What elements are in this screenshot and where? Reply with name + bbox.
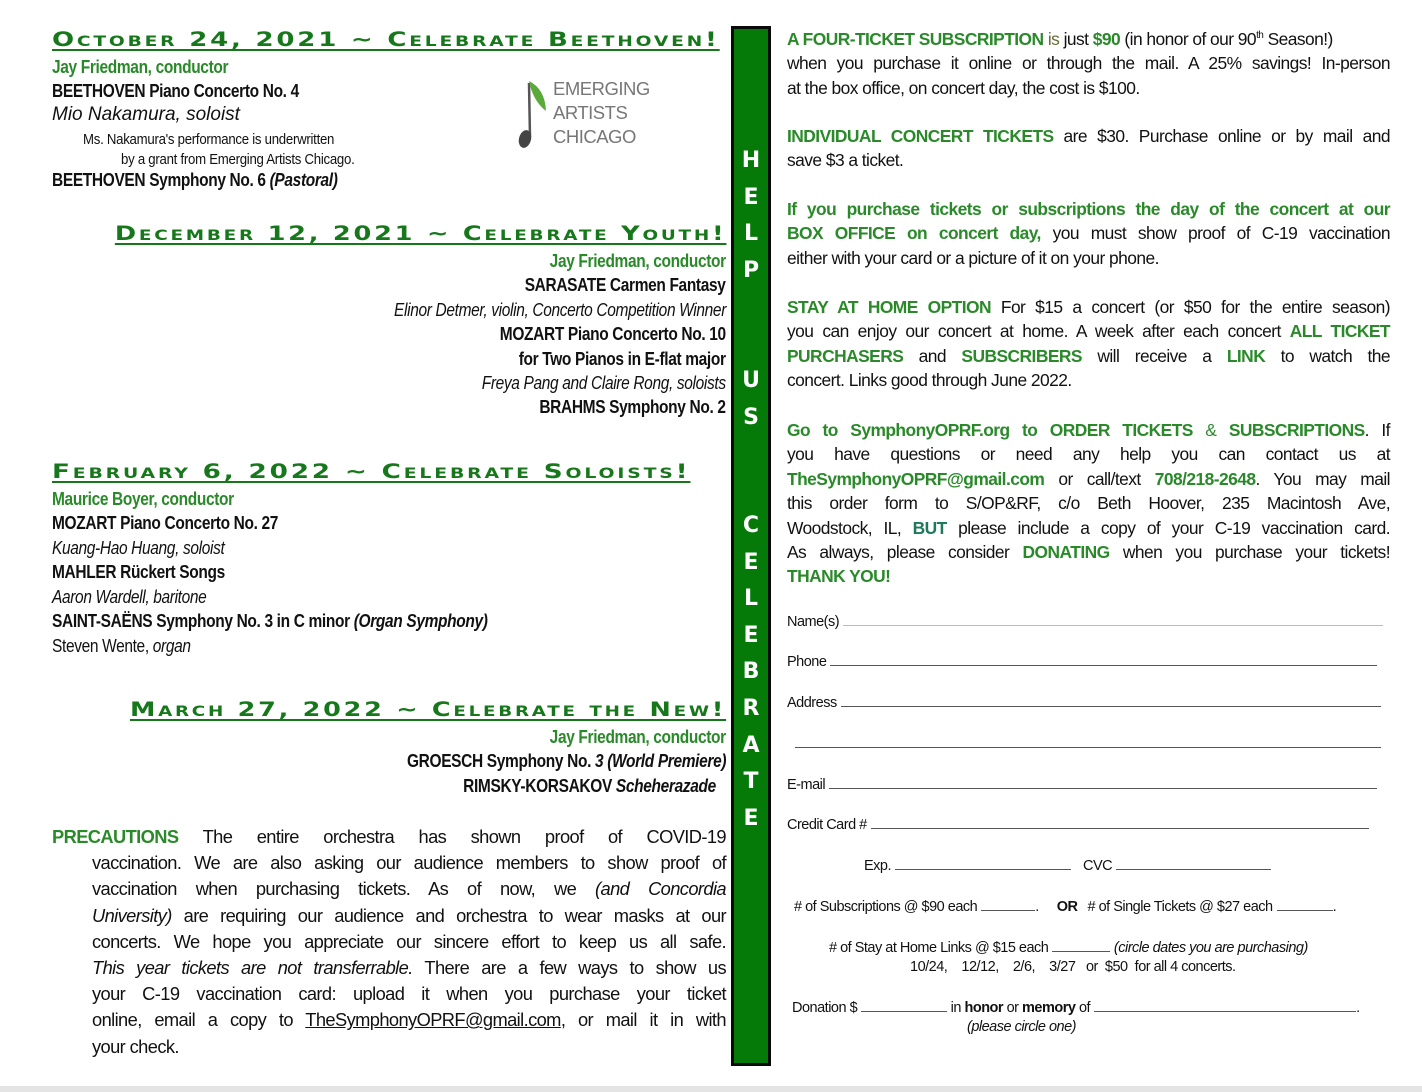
credit-card-field[interactable] <box>787 816 1369 833</box>
work-title: Symphony No. 6 <box>145 170 270 190</box>
text: online, email a copy to <box>92 1009 306 1031</box>
soloist: Freya Pang and Claire Rong, soloists <box>481 373 726 393</box>
stay-home-row <box>829 939 1308 956</box>
band-letter: A <box>742 732 760 758</box>
text: . You may mail <box>1255 468 1390 489</box>
text: (in honor of our 90 <box>1120 29 1257 49</box>
soloist: Mio Nakamura, soloist <box>52 104 240 125</box>
band-letter: U <box>742 368 760 393</box>
program-piece <box>52 610 488 632</box>
subscription-price: $90 <box>1092 29 1121 49</box>
text: please include a copy of your C-19 vaccination card. <box>946 517 1390 538</box>
program-piece <box>52 561 225 583</box>
individual-tickets-info <box>787 124 1390 173</box>
field-label: Phone <box>787 654 827 670</box>
info-line: save $3 a ticket. <box>787 150 904 171</box>
highlight: PURCHASERS <box>787 345 904 366</box>
order-info <box>787 418 1390 589</box>
order-link-text[interactable]: SUBSCRIPTIONS <box>1228 420 1365 440</box>
work-title: Scheherazade <box>616 776 716 796</box>
work-title: Carmen Fantasy <box>606 275 726 295</box>
info-line <box>787 27 1390 51</box>
program-piece <box>52 512 278 534</box>
field-label: Name(s) <box>787 614 840 630</box>
conductor: Jay Friedman, conductor <box>52 57 229 77</box>
info-line <box>787 418 1390 442</box>
box-office-label: BOX OFFICE on concert day, <box>787 223 1041 244</box>
text: to watch the <box>1265 345 1390 366</box>
precautions-label: PRECAUTIONS <box>52 826 179 847</box>
highlight: DONATING <box>1022 541 1110 562</box>
info-line: you have questions or need any help you can contact us at <box>787 444 1390 465</box>
exp-input-line[interactable] <box>895 857 1071 870</box>
phone-field[interactable] <box>787 653 1377 670</box>
superscript: th <box>1256 30 1264 42</box>
or-label: OR <box>1056 899 1078 915</box>
text: (and Concordia <box>595 878 726 900</box>
performer <box>52 635 191 657</box>
band-letter: E <box>743 184 759 210</box>
work-title: Symphony No. <box>482 751 595 771</box>
text: when you purchase your tickets! <box>1109 541 1390 562</box>
info-line: concert. Links good through June 2022. <box>787 370 1072 391</box>
composer: BEETHOVEN <box>52 170 146 190</box>
concert-dates: 10/24, 12/12, 2/6, 3/27 or $50 for all 4 concerts. <box>910 959 1236 975</box>
info-line: when you purchase it online or through the mail. A 25% savings! In-person <box>787 53 1390 74</box>
order-link-text[interactable]: Go to SymphonyOPRF.org to ORDER TICKETS <box>787 420 1193 440</box>
ticket-quantity-row: # of Subscriptions @ $90 each . OR # of Single Tickets @ $27 each . <box>794 899 1337 915</box>
band-letter: E <box>743 805 759 831</box>
text: vaccination when purchasing tickets. As of now, we <box>92 878 577 900</box>
field-label: CVC <box>1083 858 1113 874</box>
info-line <box>787 467 1390 491</box>
text: Woodstock, IL, <box>787 517 913 538</box>
text: will receive a <box>1081 345 1227 366</box>
band-letter: P <box>742 257 760 283</box>
subscription-label: A FOUR-TICKET SUBSCRIPTION <box>787 29 1044 49</box>
underwriting-note: Ms. Nakamura's performance is underwritten <box>83 131 335 148</box>
composer: SAINT-SAËNS <box>52 611 153 631</box>
info-line: either with your card or a picture of it on your phone. <box>787 247 1159 268</box>
text: just <box>1059 29 1093 49</box>
precautions-line <box>92 955 726 981</box>
precautions-line <box>52 824 726 850</box>
band-letter: C <box>742 513 760 538</box>
field-label: Exp. <box>864 858 892 874</box>
conductor: Maurice Boyer, conductor <box>52 489 234 509</box>
address-line-2-field[interactable] <box>795 735 1381 752</box>
text: The entire orchestra has shown proof of COVID-19 <box>178 826 726 847</box>
info-line <box>787 540 1390 564</box>
donation-honoree-line[interactable] <box>1094 999 1356 1012</box>
info-line <box>787 221 1390 245</box>
text: University) <box>92 904 172 926</box>
text: are $30. Purchase online or by mail and <box>1053 126 1390 146</box>
work-title: for Two Pianos in E-flat major <box>519 349 726 369</box>
info-line <box>787 124 1390 148</box>
soloist: Kuang-Hao Huang, soloist <box>52 538 225 558</box>
composer: MAHLER <box>52 562 117 582</box>
subscription-info <box>787 27 1390 100</box>
work-title: Symphony No. 3 in C minor <box>152 611 354 631</box>
subscriptions-qty-line[interactable] <box>981 898 1035 911</box>
program-piece <box>525 274 726 296</box>
precautions-line: vaccination. We are also asking our audience members to show proof of <box>92 852 726 874</box>
composer: BEETHOVEN <box>52 81 146 101</box>
page-edge <box>0 1086 1422 1092</box>
logo-line: CHICAGO <box>553 126 636 147</box>
text: you can enjoy our concert at home. A week after each concert <box>787 321 1290 342</box>
composer: SARASATE <box>525 275 607 295</box>
band-letter: L <box>743 221 759 247</box>
info-line <box>787 516 1390 540</box>
highlight: SUBSCRIBERS <box>961 345 1082 366</box>
text: you must show proof of C-19 vaccination <box>1040 223 1390 244</box>
underwriting-note: by a grant from Emerging Artists Chicago. <box>121 151 355 168</box>
memory-option[interactable]: memory <box>1022 1000 1076 1016</box>
text: For $15 a concert (or $50 for the entire season) <box>991 297 1390 317</box>
precautions-line <box>92 903 726 929</box>
work-title: Symphony No. 2 <box>605 397 726 417</box>
field-label: Address <box>787 695 837 711</box>
text: or call/text <box>1044 468 1155 489</box>
work-title: Piano Concerto No. 10 <box>564 324 726 344</box>
text: are requiring our audience and orchestra to wear masks at our <box>171 904 726 926</box>
stay-home-label: STAY AT HOME OPTION <box>787 297 992 317</box>
composer: MOZART <box>52 513 117 533</box>
conductor: Jay Friedman, conductor <box>549 251 726 271</box>
music-note-leaf-icon <box>515 75 551 155</box>
text: As always, please consider <box>787 541 1023 562</box>
names-input-line[interactable] <box>843 613 1383 626</box>
concert-heading-dec-12: December 12, 2021 ~ Celebrate Youth! <box>114 222 726 245</box>
precautions-line: your C-19 vaccination card: upload it when you purchase your ticket <box>92 983 726 1005</box>
band-letter: L <box>743 586 759 612</box>
text: There are a few ways to show us <box>412 956 726 978</box>
band-letter: E <box>743 549 759 575</box>
field-label: # of Subscriptions @ $90 each <box>794 899 978 915</box>
stay-home-qty-line[interactable] <box>1052 939 1110 952</box>
text: Season!) <box>1263 29 1333 49</box>
donation-row: Donation $ in honor or memory of . <box>792 1000 1360 1016</box>
field-label: Donation $ <box>792 1000 858 1016</box>
address-input-line[interactable] <box>841 694 1381 707</box>
text: , or mail it in with <box>560 1009 726 1031</box>
emerging-artists-chicago-logo <box>515 75 650 155</box>
precautions-section <box>52 824 726 1060</box>
credit-card-input-line[interactable] <box>871 816 1369 829</box>
phone-input-line[interactable] <box>830 653 1377 666</box>
help-us-celebrate-band <box>731 26 771 1066</box>
email-link[interactable]: TheSymphonyOPRF@gmail.com <box>787 468 1045 489</box>
phone-number[interactable]: 708/218-2648 <box>1154 468 1256 489</box>
info-line <box>787 319 1390 343</box>
highlight: ALL TICKET <box>1289 321 1390 342</box>
program-piece <box>407 750 726 772</box>
text: or <box>1003 1000 1023 1016</box>
band-letter: S <box>743 404 759 430</box>
info-line: this order form to S/OP&RF, c/o Beth Hoover, 235 Macintosh Ave, <box>787 493 1390 514</box>
names-field[interactable] <box>787 613 1383 630</box>
logo-text <box>553 77 650 149</box>
program-piece <box>52 80 299 102</box>
soloist: Elinor Detmer, violin, Concerto Competition Winner <box>394 300 726 320</box>
info-line <box>787 295 1390 319</box>
box-office-info <box>787 197 1390 270</box>
email-field[interactable] <box>787 776 1377 793</box>
text: is <box>1043 29 1060 49</box>
info-line: at the box office, on concert day, the cost is $100. <box>787 77 1140 98</box>
work-subtitle: (Organ Symphony) <box>353 611 488 631</box>
work-subtitle: (Pastoral) <box>269 170 338 190</box>
logo-line: EMERGING <box>553 78 650 99</box>
note: (circle dates you are purchasing) <box>1113 940 1308 956</box>
text: of <box>1075 1000 1091 1016</box>
band-letter: E <box>743 622 759 648</box>
composer: RIMSKY-KORSAKOV <box>463 776 617 796</box>
work-title: Rückert Songs <box>116 562 225 582</box>
text: & <box>1192 420 1229 440</box>
single-tickets-qty-line[interactable] <box>1277 898 1333 911</box>
individual-label: INDIVIDUAL CONCERT TICKETS <box>787 126 1054 146</box>
program-piece <box>52 169 338 191</box>
band-letter: B <box>742 659 760 685</box>
precautions-line <box>92 1007 726 1033</box>
program-piece <box>540 396 726 418</box>
email-input-line[interactable] <box>829 776 1377 789</box>
precautions-line <box>92 876 726 902</box>
band-letter: T <box>743 769 759 795</box>
info-line: If you purchase tickets or subscriptions the day of the concert at our <box>787 199 1390 219</box>
text: This year tickets are not transferrable. <box>92 956 413 978</box>
concert-heading-mar-27: March 27, 2022 ~ Celebrate the New! <box>129 698 726 721</box>
program-piece <box>500 323 726 345</box>
field-label: # of Single Tickets @ $27 each <box>1087 899 1273 915</box>
instrument: organ <box>152 636 191 656</box>
address-field[interactable] <box>787 694 1381 711</box>
composer: GROESCH <box>406 751 483 771</box>
field-label: Credit Card # <box>787 817 867 833</box>
highlight: LINK <box>1226 345 1266 366</box>
field-label: E-mail <box>787 777 826 793</box>
conductor: Jay Friedman, conductor <box>549 727 726 747</box>
donation-amount-line[interactable] <box>861 999 947 1012</box>
performer-name: Steven Wente, <box>52 636 153 656</box>
address-input-line-2[interactable] <box>795 735 1381 748</box>
work-title: Piano Concerto No. 4 <box>145 81 299 101</box>
precautions-line: concerts. We hope you appreciate our sincere effort to keep us all safe. <box>92 930 726 952</box>
composer: MOZART <box>499 324 565 344</box>
text: in <box>947 1000 965 1016</box>
soloist: Aaron Wardell, baritone <box>52 587 207 607</box>
composer: BRAHMS <box>539 397 606 417</box>
highlight: BUT <box>912 517 947 538</box>
program-piece <box>463 775 716 797</box>
exp-cvc-row <box>864 857 1271 874</box>
text: and <box>903 345 962 366</box>
work-title: Piano Concerto No. 27 <box>116 513 279 533</box>
email-link[interactable]: TheSymphonyOPRF@gmail.com <box>305 1009 561 1031</box>
field-label: # of Stay at Home Links @ $15 each <box>829 940 1049 956</box>
info-line <box>787 344 1390 368</box>
logo-line: ARTISTS <box>553 102 628 123</box>
honor-option[interactable]: honor <box>964 1000 1004 1016</box>
circle-note: (please circle one) <box>967 1019 1076 1035</box>
band-letter: H <box>741 148 761 173</box>
work-subtitle: 3 (World Premiere) <box>594 751 726 771</box>
band-letter: R <box>742 696 760 721</box>
concert-heading-oct-24: October 24, 2021 ~ Celebrate Beethoven! <box>52 28 720 51</box>
cvc-input-line[interactable] <box>1116 857 1271 870</box>
stay-at-home-info <box>787 295 1390 393</box>
text: . If <box>1364 420 1390 440</box>
concert-heading-feb-6: February 6, 2022 ~ Celebrate Soloists! <box>52 460 691 483</box>
thank-you: THANK YOU! <box>787 566 891 587</box>
precautions-line: your check. <box>92 1035 179 1057</box>
